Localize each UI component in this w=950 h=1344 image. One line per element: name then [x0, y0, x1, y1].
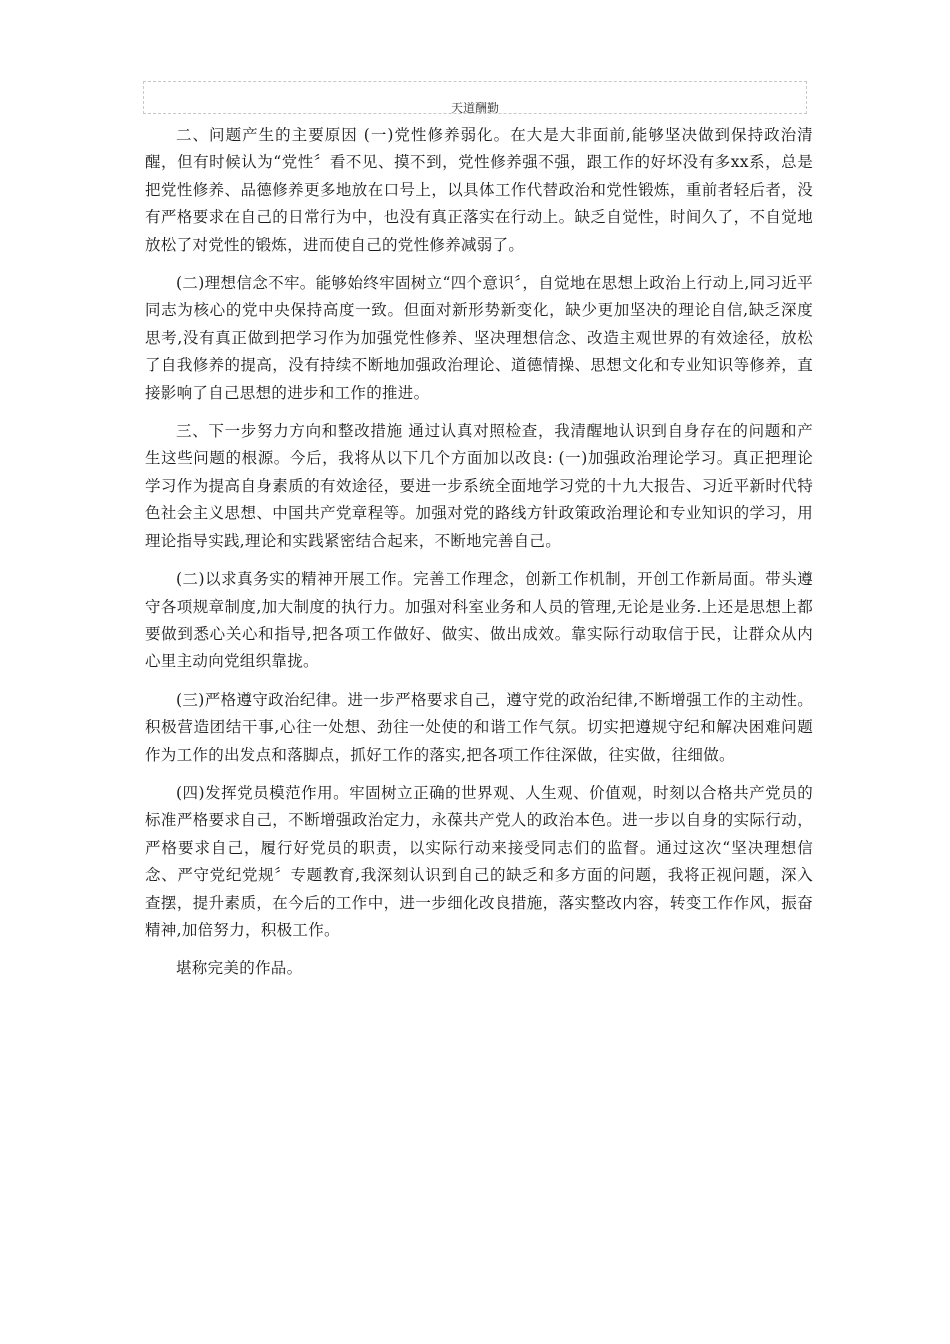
paragraph-practical-work: (二)以求真务实的精神开展工作。完善工作理念，创新工作机制，开创工作新局面。带头遵守各项规章制度,加大制度的执行力。加强对科室业务和人员的管理,无论是业务.上还是思想上都要做到悉心关心和指导,把各项工作做好、做实、做出成效。靠实际行动取信于民，让群众从内心里主动向党组织靠拢。: [145, 570, 813, 671]
paragraph-closing: 堪称完美的作品。: [176, 959, 303, 978]
paragraph-model-role: (四)发挥党员模范作用。牢固树立正确的世界观、人生观、价值观，时刻以合格共产党员的标准严格要求自己，不断增强政治定力，永葆共产党人的政治本色。进一步以自身的实际行动，严格要求自己，履行好党员的职责，以实际行动来接受同志们的监督。通过这次“坚决理想信念、严守党纪党规〞专题教育,我深刻认识到自己的缺乏和多方面的问题，我将正视问题，深入查摆，提升素质，在今后的工作中，进一步细化改良措施，落实整改内容，转变工作作风，振奋精神,加倍努力，积极工作。: [145, 783, 813, 939]
paragraph-ideals-belief: (二)理想信念不牢。能够始终牢固树立“四个意识〞，自觉地在思想上政治上行动上,同习近平同志为核心的党中央保持高度一致。但面对新形势新变化，缺少更加坚决的理论自信,缺乏深度思考,没有真正做到把学习作为加强党性修养、坚决理想信念、改造主观世界的有效途径，放松了自我修养的提高，没有持续不断地加强政治理论、道德情操、思想文化和专业知识等修养，直接影响了自己思想的进步和工作的推进。: [145, 274, 813, 402]
paragraph-political-discipline: (三)严格遵守政治纪律。进一步严格要求自己，遵守党的政治纪律,不断增强工作的主动性。积极营造团结干事,心往一处想、劲往一处使的和谐工作气氛。切实把遵规守纪和解决困难问题作为工作的出发点和落脚点，抓好工作的落实,把各项工作往深做，往实做，往细做。: [145, 690, 813, 764]
paragraph-next-steps-theory-study: 三、下一步努力方向和整改措施 通过认真对照检查，我清醒地认识到自身存在的问题和产生这些问题的根源。今后，我将从以下几个方面加以改良: (一)加强政治理论学习。真正把理论学习作为提高自身素质的有效途径，要进一步系统全面地学习党的十九大报告、习近平新时代特色社会主义思想、中国共产党章程等。加强对党的路线方针政策政治理论和专业知识的学习，用理论指导实践,理论和实践紧密结合起来，不断地完善自己。: [145, 422, 813, 550]
paragraph-causes-party-spirit: 二、问题产生的主要原因 (一)党性修养弱化。在大是大非面前,能够坚决做到保持政治清醒，但有时候认为“党性〞看不见、摸不到，党性修养强不强，跟工作的好坏没有多xx系，总是把党性修养、品德修养更多地放在口号上，以具体工作代替政治和党性锻炼，重前者轻后者，没有严格要求在自己的日常行为中，也没有真正落实在行动上。缺乏自觉性，时间久了，不自觉地放松了对党性的锻炼，进而使自己的党性修养减弱了。: [145, 126, 813, 254]
header-title: 天道酬勤: [450, 101, 499, 115]
page-header-box: [143, 81, 807, 114]
document-body: [145, 122, 813, 994]
